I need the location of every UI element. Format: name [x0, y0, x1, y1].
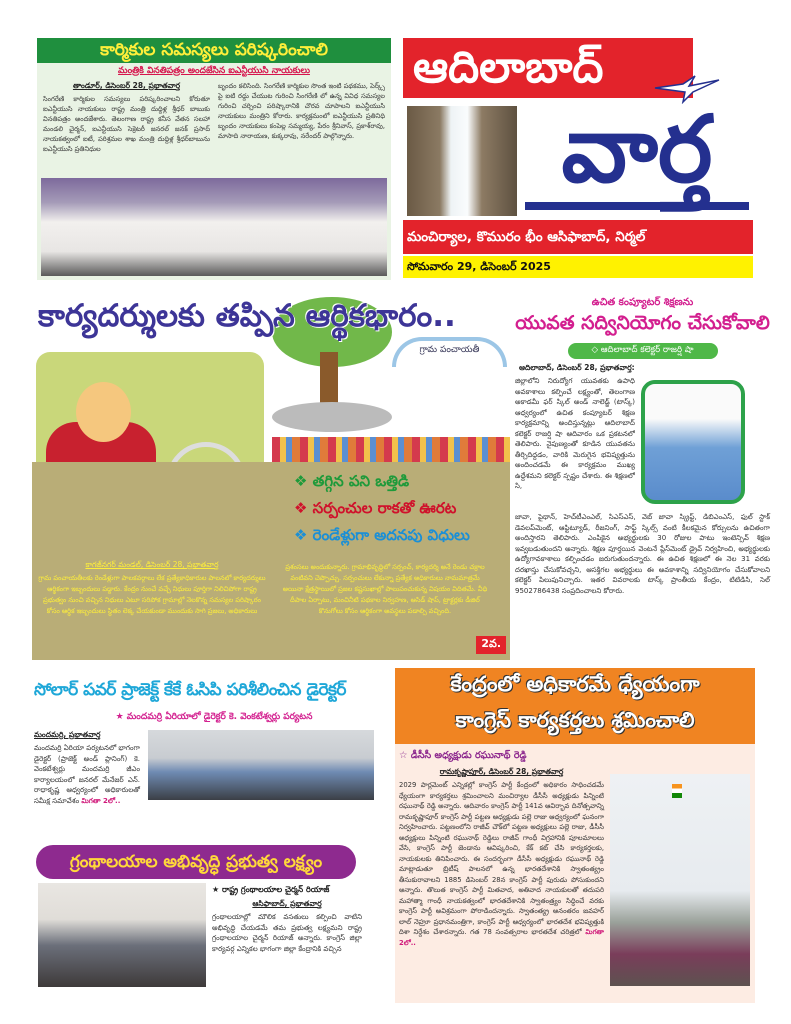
story-solar-project [34, 680, 394, 830]
headline-line-2: కాంగ్రెస్ కార్యకర్తలు శ్రమించాలి [455, 708, 695, 732]
bullet-3: ❖ రెండేళ్లుగా అదనపు విధులు [294, 526, 470, 544]
article-body: 2029 పార్లమెంట్ ఎన్నికల్లో కాంగ్రెస్ పార్టీ కేంద్రంలో అధికారం సాధించడమే ధ్యేయంగా కార్యకర్తలు శ్రమించాలని మంచిర్యాల డీసీసీ అధ్యక్షుడు పిన్నింటి రఘునాథ్ రెడ్డి అన్నారు. ఆదివారం కాంగ్రెస్ పార్టీ 141వ ఆవిర్భావ దినోత్సవాన్ని రామకృష్ణాపూర్ కాంగ్రెస్ పార్టీ పట్టణ అధ్యక్షుడు పల్లె రాజు ఆధ్వర్యంలో ఘనంగా నిర్వహించారు. పట్టణంలోని రాజీవ్ చౌక్‌లో పట్టణ అధ్యక్షులు పల్లె రాజు, డీసీసీ అధ్యక్షులు పిన్నింటి రఘునాథ్ రెడ్డిలు రాజీవ్ గాంధీ విగ్రహానికి పూలమాలలు వేసి, కాంగ్రెస్ పార్టీ జెండాను ఆవిష్కరించి, కేక్ కట్ చేసి కార్యకర్తలకు, నాయకులకు తినిపించారు. ఈ సందర్భంగా డీసీసీ అధ్యక్షుడు రఘునాథ్ రెడ్డి మాట్లాడుతూ బ్రిటీష్ పాలనలో ఉన్న భారతదేశానికి స్వాతంత్య్రం తీసుకురావాలని 1885 డిసెంబర్ 28న కాంగ్రెస్ పార్టీ పురుడు పోసుకుందని అన్నారు. తొలుత కాంగ్రెస్ పార్టీ మితవాద, అతివాద నాయకులతో తదుపరి మహాత్మా గాంధీ నాయకత్వంలో భారతదేశానికి స్వాతంత్ర్యం సిద్ధించే వరకు కాంగ్రెస్ పార్టీ అవిశ్రమంగా పోరాడిందన్నారు. స్వాతంత్య్ర అనంతరం జవహర్ లాల్ నెహ్రూ ప్రధానమంత్రిగా, కాంగ్రెస్ పార్టీ ఆధ్వర్యంలో భారతదేశ భవిష్యత్తుకి దిశా నిర్దేశం చేశారన్నారు. గత 78 సంవత్సరాల భారతదేశ చరిత్రలో మిగతా 2లో.. [399, 781, 604, 947]
article-body: బృందం కలిసింది. సింగరేణి కార్మికుల సొంత ఇంటి పథకము, పెర్క్స్ పై ఐటి రద్దు చేయుట గురించి సింగరేణి లో ఉన్న వివిధ సమస్యల గురించి చర్చించి పరిష్కారానికి చొరవ చూపాలని ఐఎన్టీయుసి నాయకులు మంత్రిని కోరారు. కార్యక్రమంలో ఐఎన్టీయుసి ప్రతినిధి బృందం నాయకులు కంపెల్ల సమ్మయ్య, పేరం శ్రీనివాస్, ప్రకాశ్‌రావు, మాసాది నారాయణ, కుక్కరావు, నరేందర్ పాల్గొన్నారు. [218, 82, 385, 140]
feature-headline: కార్యదర్శులకు తప్పిన ఆర్థికభారం.. [38, 298, 456, 334]
continued-link[interactable]: మిగతా 2లో.. [81, 796, 121, 805]
article-body: ప్రశంసలు అందుకున్నారు. గ్రామాభివృద్ధిలో సర్పంచ్, కార్యదర్శి అనే రెండు చక్రాల వంటివని చెప్పొచ్చు. సర్పంచులు లేకున్నా ప్రత్యేక అధికారులు నామమాత్రమే అయినా క్షేత్రస్థాయిలో ప్రజల కష్టసుఖాల్లో పాలుపంచుకున్న విషయం విదితమే. వీధి దీపాల ఏర్పాటు, మంచినీటి పథకాల నిర్వహణ, ఆసిడ్ షాప్, ట్రాక్టర్లకు డీజిల్ కొనుగోలు కోసం ఆర్థికంగా అవస్థలు పడాల్సి వచ్చింది. [282, 563, 488, 615]
dateline: రామకృష్ణాపూర్, డిసెంబర్ 28, ప్రభాతవార్త [439, 767, 564, 776]
masthead-date: సోమవారం 29, డిసెంబర్ 2025 [403, 256, 753, 278]
article-body: మందమర్రి ఏరియా పర్యటనలో భాగంగా డైరెక్టర్ (ప్రాజెక్ట్ అండ్ ప్లానింగ్) కె. వెంకటేశ్వర్లు మందమర్రి జీఎం కార్యాలయంలో జనరల్ మేనేజర్ ఎన్. రాధాకృష్ణ ఆధ్వర్యంలో అధికారులతో సమీక్ష సమావేశం మిగతా 2లో.. [34, 744, 140, 805]
panchayat-arch: గ్రామ పంచాయతీ [392, 337, 507, 367]
dateline: మందమర్రి, ప్రభాతవార్త [34, 730, 101, 739]
masthead-districts: మంచిర్యాల, కొమురం భీం ఆసిఫాబాద్, నిర్మల్ [403, 220, 753, 254]
subheadline: ★ మందమర్రి ఏరియాలో డైరెక్టర్ కె. వెంకటేశ్వర్లు పర్యటన [115, 712, 313, 722]
article-body: గ్రంథాలయాల్లో మౌలిక వసతులు కల్పించి వాటిని అభివృద్ధి చేయడమే తమ ప్రభుత్వ లక్ష్యమని రాష్ట్ర గ్రంథాలయాల చైర్మన్ రియాజ్ అన్నారు. కాంగ్రెస్ జిల్లా కార్యవర్గ ఎన్నికల భాగంగా జిల్లా కేంద్రానికి వచ్చిన [212, 913, 362, 953]
feature-secretaries [32, 292, 510, 660]
masthead-title-main: వార్త [525, 90, 749, 210]
waterfall-photo [407, 106, 517, 216]
kicker: ఉచిత కంప్యూటర్ శిక్షణను [591, 297, 694, 308]
dateline: తాండూర్, డిసెంబర్ 28, ప్రభాతవార్త [72, 81, 181, 90]
continued-page-badge[interactable]: 2వ. [476, 636, 506, 654]
article-body: జిల్లాలోని నిరుద్యోగ యువతకు ఉపాధి అవకాశాలు కల్పించే లక్ష్యంతో, తెలంగాణ అకాడమీ ఫర్ స్కిల్ అండ్ నాలెడ్జ్ (టాస్క్) ఆధ్వర్యంలో ఉచిత కంప్యూటర్ శిక్షణ కార్యక్రమాన్ని అందిస్తున్నట్లు ఆదిలాబాద్ కలెక్టర్ రాజర్షి షా ఆదివారం ఒక ప్రకటనలో తెలిపారు. నైపుణ్యంతో కూడిన యువతను తీర్చిదిద్దడం, వారికి మెరుగైన భవిష్యత్తును అందించడమే ఈ కార్యక్రమం ముఖ్య ఉద్దేశమని కలెక్టర్ స్పష్టం చేశారు. ఈ శిక్షణలో సి, [515, 377, 635, 490]
subheadline: ☆ డీసీసీ అధ్యక్షుడు రఘునాథ్ రెడ్డి [399, 750, 527, 761]
story-library [36, 845, 362, 995]
headline: కార్మికుల సమస్యలు పరిష్కరించాలి [37, 38, 391, 63]
source-tag: ◇ ఆదిలాబాద్ కలెక్టర్ రాజర్షి షా [568, 343, 718, 359]
story-congress [395, 668, 755, 1003]
subheadline: ★ రాష్ట్ర గ్రంథాలయాల చైర్మన్ రియాజ్ [212, 885, 330, 894]
library-visit-photo [38, 883, 206, 987]
dateline: కాగజ్‌నగర్ మండల్, డిసెంబర్ 28, ప్రభాతవార్త [85, 560, 219, 569]
story-workers-issues [37, 38, 391, 280]
subheadline: మంత్రికి వినతిపత్రం అందజేసిన ఐఎన్టీయుసి నాయకులు [118, 66, 310, 76]
solar-site-photo [148, 730, 374, 800]
article-body: గ్రామ పంచాయతీలకు రెండేళ్లుగా పాలకవర్గాలు లేక ప్రత్యేకాధికారుల పాలనలో కార్యదర్శులు ఆర్థికంగా ఇబ్బందులు పడ్డారు. కేంద్రం నుంచే వచ్చే నిధులు పూర్తిగా నిలిచిపోగా రాష్ట్ర ప్రభుత్వం నుంచి వచ్చిన నిధులు ఎటూ సరిపోక గ్రామాల్లో నెలకొన్న సమస్యల పరిష్కారం కోసం ఆర్థిక ఇబ్బందులు స్థితం లెక్క చేయకుండా ముందుకు సాగి ప్రజలు, అధికారులు [38, 574, 266, 615]
story-computer-training [515, 296, 770, 660]
ministers-meeting-photo [41, 178, 387, 276]
continued-link[interactable]: మిగతా 2లో.. [399, 928, 604, 947]
dateline: ఆదిలాబాద్, డిసెంబర్ 28, ప్రభాతవార్త: [519, 363, 635, 372]
headline: సోలార్ పవర్ ప్రాజెక్ట్ కేకే ఓసిపి పరిశీలించిన డైరెక్టర్ [34, 680, 347, 700]
collector-photo [641, 380, 745, 504]
headline: గ్రంథాలయాల అభివృద్ధి ప్రభుత్వ లక్ష్యం [36, 845, 356, 879]
dateline: ఆసిఫాబాద్, ప్రభాతవార్త [252, 899, 322, 908]
feature-text-box [32, 462, 510, 660]
flag-hoisting-photo [610, 774, 750, 986]
bullet-1: ❖ తగ్గిన పని ఒత్తిడి [294, 472, 410, 490]
headline-line-1: కేంద్రంలో అధికారమే ధ్యేయంగా [450, 672, 700, 696]
masthead-title-top: ఆదిలాబాద్ [403, 38, 693, 98]
bullet-2: ❖ సర్పంచుల రాకతో ఊరట [294, 499, 457, 517]
article-body: సింగరేణి కార్మికుల సమస్యలు పరిష్కరించాలని కోరుతూ ఐఎన్టీయుసి నాయకులు రాష్ట్ర మంత్రి దుద్దిళ్ల శ్రీధర్ బాబుకు వినతిపత్రం అందజేశారు. తెలంగాణ రాష్ట్ర కనీస వేతన సలహా మండలి చైర్మన్, ఐఎన్టీయుసి సెక్రెటరీ జనరల్ జనక్ ప్రసాద్ నాయకత్వంలో ఐటీ, పరిశ్రమల శాఖ మంత్రి దుద్దిళ్ల శ్రీధర్‌బాబును ఐఎన్టీయుసి ప్రతినిధుల [43, 95, 210, 153]
article-body: జావా, పైథాన్, హెచ్‌టీఎంఎల్, సిఎస్ఎస్, వెబ్ జావా స్క్రిప్ట్, డిబిఎంఎస్, ఫుల్ స్టాక్ డెవలప్‌మెంట్, ఆప్టిట్యూడ్, రీజనింగ్, సాఫ్ట్ స్కిల్స్ వంటి కీలకమైన కోర్సులను ఉచితంగా అందిస్తారని తెలిపారు. ఎంపికైన అభ్యర్థులకు 30 రోజుల పాటు ఇంటెన్సివ్ శిక్షణ ఇవ్వబడుతుందని అన్నారు. శిక్షణ పూర్తయిన వెంటనే ప్లేస్‌మెంట్ డ్రైవ్ నిర్వహించి, అభ్యర్థులకు ఉద్యోగావకాశాలు కల్పించడం జరుగుతుందన్నారు. ఈ ఉచిత శిక్షణలో ఈ నెల 31 వరకు దరఖాస్తు చేసుకోవచ్చని, ఆసక్తిగల అభ్యర్థులు ఈ అవకాశాన్ని సద్వినియోగం చేసుకోవాలని కలెక్టర్ పిలుపునిచ్చారు. ఇతర వివరాలకు టాస్క్ ప్రాంతీయ కేంద్రం, టిటిడిసి, సెల్ 9502786438 సంప్రదించాలని కోరారు. [515, 513, 770, 595]
flag-icon [672, 784, 682, 798]
masthead [403, 38, 753, 280]
headline: యువత సద్వినియోగం చేసుకోవాలి [515, 312, 770, 334]
